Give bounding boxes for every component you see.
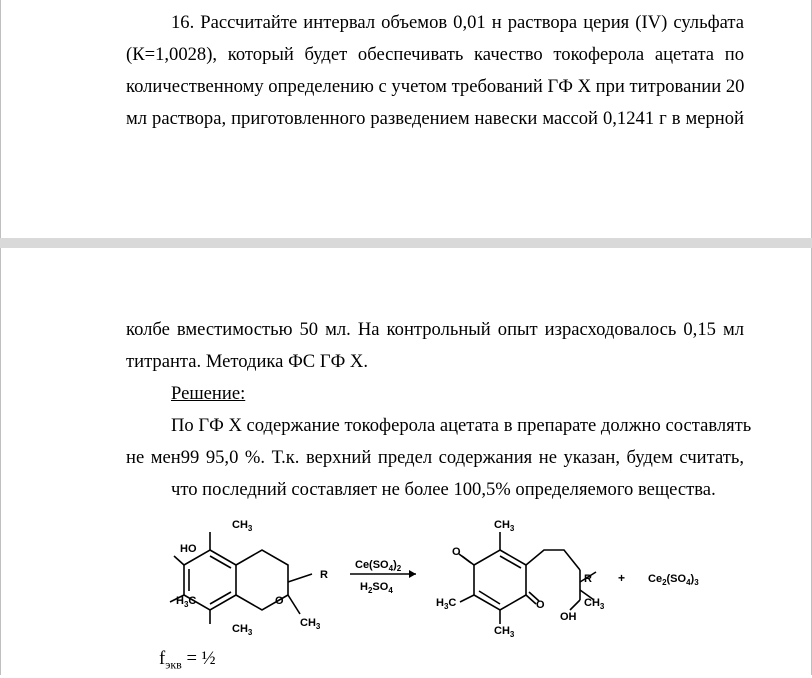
formula-f: f: [159, 648, 166, 669]
solution-text: [126, 410, 752, 506]
product-r: R: [584, 573, 592, 585]
product-oh: OH: [560, 611, 577, 623]
continuation-line-1: колбе вместимостью 50 мл. На контрольный опыт израсходовалось 0,15 мл: [126, 319, 744, 340]
product-ch3-left: $H_3C$: [436, 597, 457, 611]
solution-heading: Решение:: [171, 383, 246, 404]
reagent-h2so4: $H_2SO_4$: [360, 581, 393, 595]
continuation-line-2: титранта. Методика ФС ГФ Х.: [126, 351, 368, 372]
solution-line-1: По ГФ Х содержание токоферола ацетата в препарате должно составлять: [171, 415, 752, 436]
problem-continuation: [126, 314, 744, 378]
formula-sub: экв: [165, 657, 182, 672]
reactant-ch3-top: $CH_3$: [232, 519, 253, 533]
reactant-r: R: [320, 569, 328, 581]
byproduct-ce2so43: $Ce_2(SO_4)_3$: [648, 573, 699, 587]
plus-sign: +: [618, 571, 626, 585]
reactant-ch3-bottom: $CH_3$: [232, 623, 253, 637]
reactant-ch3-left: $H_3C$: [176, 595, 197, 609]
page-separator: [0, 238, 812, 248]
product-o-top: O: [452, 546, 461, 558]
product-o-bottom: O: [536, 599, 545, 611]
problem-line-2: (К=1,0028), который будет обеспечивать качество токоферола ацетата по: [126, 44, 744, 65]
problem-line-4: мл раствора, приготовленного разведением навески массой 0,1241 г в мерной: [126, 108, 744, 129]
formula-rest: = ½: [181, 648, 216, 669]
reactant-o: O: [275, 595, 284, 607]
reactant-ho: HO: [180, 543, 197, 555]
solution-line-3: что последний составляет не более 100,5% определяемого вещества.: [171, 479, 716, 500]
problem-text: [126, 7, 744, 135]
product-ch3-top: $CH_3$: [494, 519, 515, 533]
reactant-ch3-ring: $CH_3$: [300, 617, 321, 631]
reagent-ce-so4: $Ce(SO_4)_2$: [355, 559, 402, 573]
product-ch3-bottom: $CH_3$: [494, 625, 515, 639]
product-ch3-right: $CH_3$: [584, 597, 605, 611]
equivalence-factor: [159, 646, 216, 678]
problem-line-1: 16. Рассчитайте интервал объемов 0,01 н раствора церия (IV) сульфата: [171, 12, 744, 33]
solution-line-2: не мен99 95,0 %. Т.к. верхний предел содержания не указан, будем считать,: [126, 447, 744, 468]
reaction-scheme: [160, 510, 720, 640]
problem-line-3: количественному определению с учетом требований ГФ Х при титровании 20: [126, 76, 745, 97]
reaction-arrowhead: [409, 570, 416, 578]
